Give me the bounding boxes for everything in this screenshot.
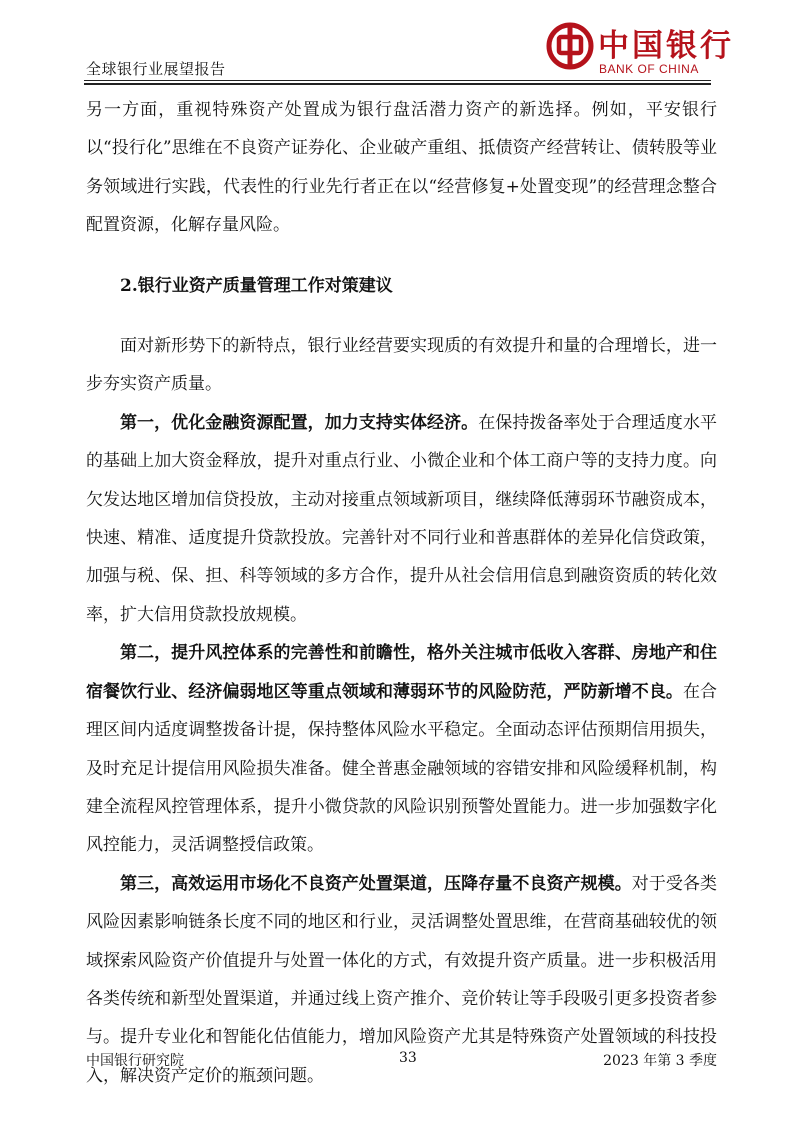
second-point-text: 在合理区间内适度调整拨备计提，保持整体风险水平稳定。全面动态评估预期信用损失，及时充足计提信用风险损失准备。健全普惠金融领域的容错安排和风险缓释机制，构建全流程风控管理体系，提升小微贷款的风险识别预警处置能力。进一步加强数字化风控能力，灵活调整授信政策。 [86,681,718,856]
paragraph-special-assets: 另一方面，重视特殊资产处置成为银行盘活潜力资产的新选择。例如，平安银行以“投行化”思维在不良资产证券化、企业破产重组、抵债资产经营转让、债转股等业务领域进行实践，代表性的行业先行者正在以“经营修复+处置变现”的经营理念整合配置资源，化解存量风险。 [86,100,717,236]
footer-period: 2023 年第 3 季度 [603,1053,717,1069]
section-heading: 2.银行业资产质量管理工作对策建议 [120,275,393,296]
bank-logo [546,18,734,80]
paragraph-intro: 面对新形势下的新特点，银行业经营要实现质的有效提升和量的合理增长，进一步夯实资产质量。 [86,336,717,395]
paragraph-second [86,634,717,864]
footer-institute: 中国银行研究院 [86,1053,184,1069]
first-point-lead: 第一，优化金融资源配置，加力支持实体经济。 [120,412,479,433]
header-divider-thick [84,83,711,85]
third-point-lead: 第三，高效运用市场化不良资产处置渠道，压降存量不良资产规模。 [120,873,632,894]
report-title: 全球银行业展望报告 [86,60,226,78]
page-number: 33 [399,1050,417,1066]
paragraph-first [86,404,717,634]
logo-english-name: BANK OF CHINA [599,62,699,76]
second-point-lead: 第二，提升风控体系的完善性和前瞻性，格外关注城市低收入客群、房地产和住宿餐饮行业、经济偏弱地区等重点领域和薄弱环节的风险防范，严防新增不良。 [86,643,717,702]
bank-of-china-emblem-icon [546,22,594,70]
first-point-text: 在保持拨备率处于合理适度水平的基础上加大资金释放，提升对重点行业、小微企业和个体工商户等的支持力度。向欠发达地区增加信贷投放，主动对接重点领域新项目，继续降低薄弱环节融资成本，快速、精准、适度提升贷款投放。完善针对不同行业和普惠群体的差异化信贷政策，加强与税、保、担、科等领域的多方合作，提升从社会信用信息到融资资质的转化效率，扩大信用贷款投放规模。 [86,412,717,625]
report-body [86,91,717,1095]
logo-chinese-name: 中国银行 [598,28,734,64]
header-divider-thin [84,80,711,81]
third-point-text: 对于受各类风险因素影响链条长度不同的地区和行业，灵活调整处置思维，在营商基础较优的领域探索风险资产价值提升与处置一体化的方式，有效提升资产质量。进一步积极活用各类传统和新型处置渠道，并通过线上资产推介、竞价转让等手段吸引更多投资者参与。提升专业化和智能化估值能力，增加风险资产尤其是特殊资产处置领域的科技投入，解决资产定价的瓶颈问题。 [86,873,718,1086]
